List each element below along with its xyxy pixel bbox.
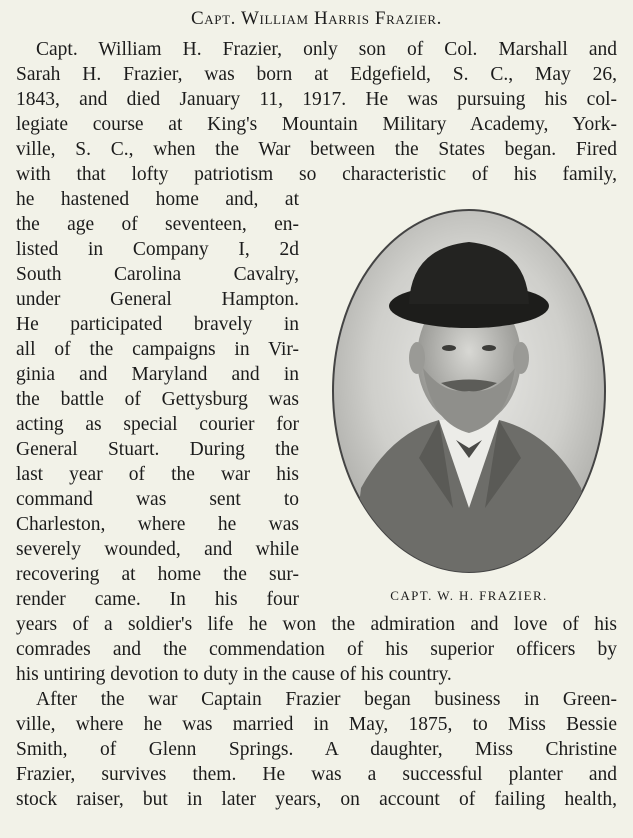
text-line: last year of the war his [16,464,299,485]
text-line: all of the campaigns in Vir- [16,339,299,360]
text-line: Capt. William H. Frazier, only son of Col. Marshall and [36,39,617,60]
text-line: After the war Captain Frazier began business in Green- [36,689,617,710]
text-line: ginia and Maryland and in [16,364,299,385]
text-line: command was sent to [16,489,299,510]
text-line: the battle of Gettysburg was [16,389,299,410]
text-line: 1843, and died January 11, 1917. He was pursuing his col- [16,89,617,110]
text-line: Frazier, survives them. He was a successful planter and [16,764,617,785]
text-line: Sarah H. Frazier, was born at Edgefield, S. C., May 26, [16,64,617,85]
portrait-photo [331,208,607,574]
text-line: He participated bravely in [16,314,299,335]
text-line: South Carolina Cavalry, [16,264,299,285]
text-line: stock raiser, but in later years, on account of failing health, [16,789,617,810]
text-line: Smith, of Glenn Springs. A daughter, Miss Christine [16,739,617,760]
text-line: render came. In his four [16,589,299,610]
photo-caption: CAPT. W. H. FRAZIER. [390,588,548,603]
text-line: with that lofty patriotism so characteristic of his family, [16,164,617,185]
text-line: the age of seventeen, en- [16,214,299,235]
text-line: listed in Company I, 2d [16,239,299,260]
text-line: he hastened home and, at [16,189,299,210]
text-line: comrades and the commendation of his superior officers by [16,639,617,660]
text-line: ville, S. C., when the War between the States began. Fired [16,139,617,160]
text-line: legiate course at King's Mountain Military Academy, York- [16,114,617,135]
text-line: severely wounded, and while [16,539,299,560]
text-line: acting as special courier for [16,414,299,435]
text-line: recovering at home the sur- [16,564,299,585]
text-line: ville, where he was married in May, 1875, to Miss Bessie [16,714,617,735]
text-line: his untiring devotion to duty in the cause of his country. [16,664,452,685]
text-line: under General Hampton. [16,289,299,310]
text-line: General Stuart. During the [16,439,299,460]
text-line: years of a soldier's life he won the admiration and love of his [16,614,617,635]
text-line: Charleston, where he was [16,514,299,535]
article-heading: Capt. William Harris Frazier. [191,8,442,29]
